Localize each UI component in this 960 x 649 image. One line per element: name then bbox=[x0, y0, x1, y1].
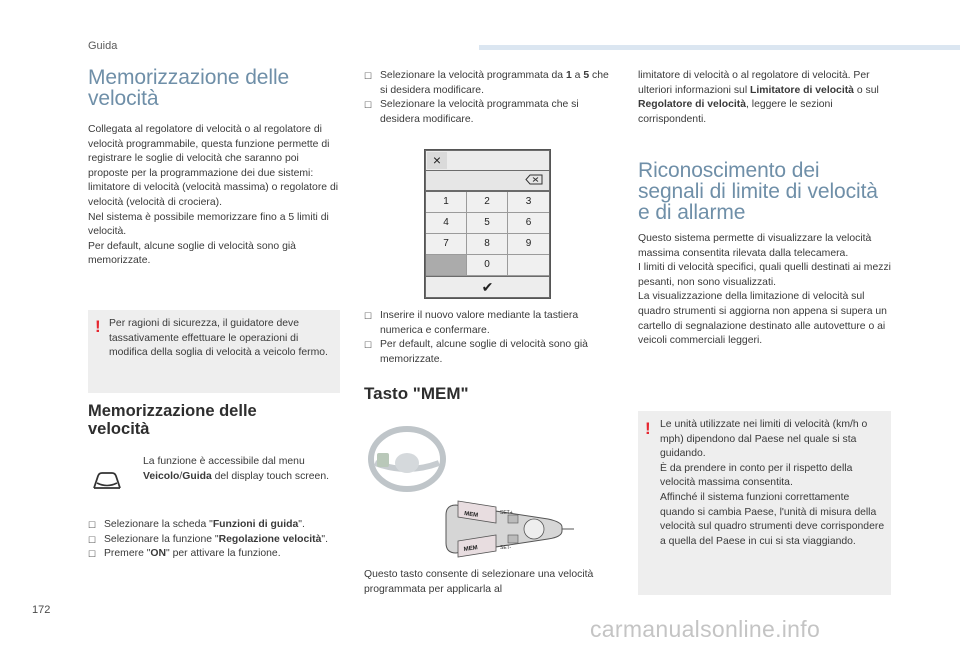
mem-section-title: Tasto "MEM" bbox=[364, 384, 469, 403]
check-icon: ☐ bbox=[364, 100, 373, 111]
steps-list-3 bbox=[364, 309, 616, 367]
set-minus-label: SET- bbox=[500, 545, 512, 551]
key-0[interactable]: 0 bbox=[467, 255, 507, 275]
warning-icon: ! bbox=[645, 419, 651, 438]
backspace-icon[interactable] bbox=[525, 174, 543, 185]
warning-text: Per ragioni di sicurezza, il guidatore deve tassativamente effettuare le operazioni di modifica della soglia di velocità a veicolo fermo. bbox=[109, 318, 328, 359]
keypad-keys bbox=[426, 192, 549, 276]
key-9[interactable]: 9 bbox=[508, 234, 549, 254]
list-item: ☐ Selezionare la scheda "Funzioni di guida". bbox=[88, 518, 343, 533]
header-bar bbox=[479, 45, 960, 50]
set-plus-label: SET+ bbox=[500, 510, 513, 516]
check-icon: ☐ bbox=[88, 520, 97, 530]
check-icon: ☐ bbox=[364, 340, 373, 351]
confirm-icon[interactable]: ✔ bbox=[426, 277, 549, 297]
recognition-p1: Questo sistema permette di visualizzare la velocità massima consentita rilevata dalla telecamera. bbox=[638, 233, 872, 259]
recognition-text bbox=[638, 232, 893, 349]
recognition-title: Riconoscimento dei segnali di limite di velocità e di allarme bbox=[638, 159, 878, 224]
list-item: ☐ Premere "ON" per attivare la funzione. bbox=[88, 547, 343, 562]
key-1[interactable]: 1 bbox=[426, 192, 466, 212]
keypad-display[interactable] bbox=[426, 171, 549, 190]
key-2[interactable]: 2 bbox=[467, 192, 507, 212]
check-icon: ☐ bbox=[364, 311, 373, 321]
list-item: ☐ Per default, alcune soglie di velocità sono già memorizzate. bbox=[364, 339, 588, 365]
intro-text-3: Per default, alcune soglie di velocità sono già memorizzate. bbox=[88, 240, 296, 267]
steps-list-2 bbox=[364, 69, 616, 127]
list-item: ☐ Selezionare la velocità programmata da 1 a 5 che si desidera modificare. bbox=[364, 70, 609, 96]
list-item: ☐ Selezionare la funzione "Regolazione velocità". bbox=[88, 533, 343, 548]
key-4[interactable]: 4 bbox=[426, 213, 466, 233]
units-warning-text: Le unità utilizzate nei limiti di velocità (km/h o mph) dipendono dal Paese nel quale si sta guidando. È da prendere in conto per il rispetto della velocità massima consentita. Affinché il sistema funzioni correttamente quando si cambia Paese, l'unità di misura della velocità sul quadro strumenti deve corrispondere a quella del Paese in cui si sta viaggiando. bbox=[660, 419, 885, 547]
recognition-p3: La visualizzazione della limitazione di velocità sul quadro strumenti si aggiorna non appena si supera un cartello di segnalazione destinato alle autovetture o ai veicoli commerciali leggeri. bbox=[638, 291, 887, 347]
page-number: 172 bbox=[32, 604, 51, 616]
list-item: ☐ Selezionare la velocità programmata che si desidera modificare. bbox=[364, 99, 579, 125]
warning-icon: ! bbox=[95, 317, 101, 336]
section-label: Guida bbox=[88, 40, 118, 52]
key-blank-left bbox=[426, 255, 466, 275]
touch-screen-note: La funzione è accessibile dal menu Veicolo/Guida del display touch screen. bbox=[143, 456, 329, 482]
mem-label-upper: MEM bbox=[463, 511, 479, 519]
subsection-title: Memorizzazione delle velocità bbox=[88, 402, 257, 438]
steering-wheel-icon bbox=[92, 470, 122, 492]
list-item: ☐ Inserire il nuovo valore mediante la tastiera numerica e confermare. bbox=[364, 310, 579, 336]
keypad-top-bar bbox=[426, 151, 549, 170]
recognition-p2: I limiti di velocità specifici, quali quelli destinati ai mezzi pesanti, non sono visualizzati. bbox=[638, 262, 891, 288]
page-title: Memorizzazione delle velocità bbox=[88, 66, 290, 110]
check-icon: ☐ bbox=[88, 534, 97, 545]
key-7[interactable]: 7 bbox=[426, 234, 466, 254]
close-icon[interactable]: × bbox=[427, 152, 447, 169]
steps-list-1 bbox=[88, 518, 343, 562]
numeric-keypad bbox=[424, 149, 551, 299]
warning-box bbox=[88, 310, 340, 393]
check-icon: ☐ bbox=[88, 549, 97, 560]
watermark: carmanualsonline.info bbox=[590, 616, 821, 642]
continued-text: limitatore di velocità o al regolatore di velocità. Per ulteriori informazioni sul Limitatore di velocità o sul Regolatore di velocità, leggere le sezioni corrispondenti. bbox=[638, 70, 879, 125]
column-1 bbox=[88, 67, 340, 269]
key-blank-right bbox=[508, 255, 549, 275]
intro-text: Collegata al regolatore di velocità o al regolatore di velocità programmabile, questa funzione permette di registrare le soglie di velocità che saranno poi proposte per la programmazione dei due sistemi: limitatore di velocità (velocità massima) o regolatore di velocità (velocità di crociera). bbox=[88, 124, 339, 208]
cruise-control-stalk-illustration bbox=[438, 493, 576, 561]
key-8[interactable]: 8 bbox=[467, 234, 507, 254]
units-warning-box bbox=[638, 411, 891, 595]
key-3[interactable]: 3 bbox=[508, 192, 549, 212]
key-5[interactable]: 5 bbox=[467, 213, 507, 233]
check-icon: ☐ bbox=[364, 71, 373, 81]
steering-wheel-illustration bbox=[365, 423, 447, 493]
mem-label-lower: MEM bbox=[463, 545, 479, 553]
key-6[interactable]: 6 bbox=[508, 213, 549, 233]
intro-text-2: Nel sistema è possibile memorizzare fino a 5 limiti di velocità. bbox=[88, 211, 329, 238]
mem-description: Questo tasto consente di selezionare una velocità programmata per applicarla al bbox=[364, 569, 594, 595]
